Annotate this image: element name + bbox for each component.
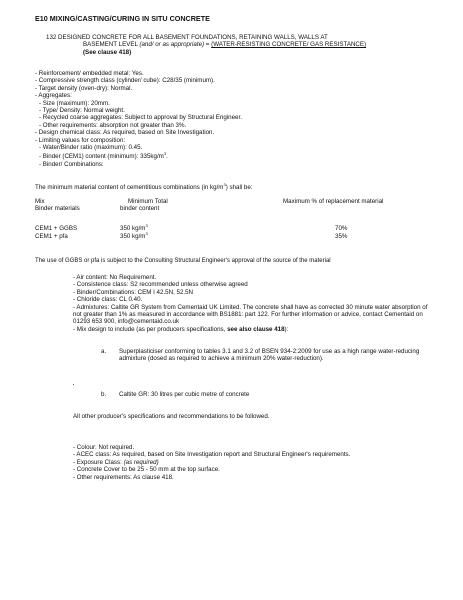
clause-line-2 (46, 41, 366, 48)
clause-line-2-underlined: (WATER-RESISTING CONCRETE/ GAS RESISTANCE) (211, 41, 367, 49)
list-item: - Concrete Cover to be 25 - 50 mm at the top surface. (73, 466, 220, 474)
binder-content-text: - Binder (CEM1) content (minimum): 335kg/m (39, 153, 164, 161)
row-content-sup: 3 (145, 222, 148, 228)
list-item: - Colour: Not required. (73, 444, 135, 451)
list-item: - ACEC class: As required, based on Site Investigation report and Structural Engineer's requirements. (73, 451, 351, 459)
mix-design-bold: see also clause 418 (227, 325, 285, 333)
list-item: - Binder/Combinations: CEM I 42.5N, 52.5N (73, 288, 194, 296)
row-pct: 35% (335, 233, 348, 240)
spec-item: - Type/ Density: Normal weight. (39, 107, 125, 115)
sub-item-b (101, 391, 431, 398)
min-content-sup: 3 (223, 181, 226, 187)
spec-item: - Compressive strength class (cylinder/ cube): C28/35 (minimum). (35, 77, 215, 85)
header-mix: Mix (35, 198, 45, 205)
stray-dot (73, 384, 74, 385)
list-item: - Chloride class: CL 0.40. (73, 296, 143, 304)
spec-item: - Target density (oven-dry): Normal. (35, 84, 133, 92)
sub-item-text: Caltite GR: 30 litres per cubic metre of concrete (119, 391, 250, 398)
spec-item: - Reinforcement/ embedded metal: Yes. (35, 70, 144, 77)
spec-item: - Limiting values for composition: (35, 136, 126, 144)
sub-item-marker: a. (101, 348, 107, 355)
header-binder-materials: Binder materials (35, 205, 80, 212)
clause-line-1: 132 DESIGNED CONCRETE FOR ALL BASEMENT FOUNDATIONS, RETAINING WALLS, WALLS AT (46, 34, 328, 41)
spec-item: - Binder (CEM1) content (minimum): $335kg/m^3$. (39, 151, 168, 161)
section-title: E10 MIXING/CASTING/CURING IN SITU CONCRETE (35, 14, 210, 23)
exposure-italic: (as required) (123, 458, 159, 466)
list-item: - Other requirements: As clause 418. (73, 473, 174, 481)
spec-item: - Water/Binder ratio (maximum): 0.45. (39, 144, 143, 152)
min-content-sentence (35, 181, 253, 191)
row-content-sup: 3 (145, 230, 148, 236)
other-specs: All other producer's specifications and recommendations to be followed. (73, 413, 270, 420)
table-row (35, 222, 435, 233)
row-pct: 70% (335, 225, 348, 232)
mix-design-prefix: - Mix design to include (as per producers specifications, (73, 325, 228, 333)
sub-item-text: Superplasticiser conforming to tables 3.1 and 3.2 of BSEN 934-2:2009 for use as a high range water-reducing admixture (dosed as required to achieve a minimum 20% water-reduction). (119, 348, 420, 363)
secondary-list (73, 274, 428, 333)
spec-item: - Aggregates: (35, 92, 72, 100)
list-item: - Admixtures: Caltite GR System from Cementaid UK Limited. The concrete shall have as corrected 30 minute water absorption of not greater than 1% as measured in accordance with BS1881: part 122. For further information or advice, contact Cementaid on 01293 653 900, info@cementaid.co.uk (73, 303, 428, 326)
mix-design-suffix: ): (284, 325, 289, 333)
clause-line-3: (See clause 418) (83, 48, 132, 56)
list-item (73, 459, 350, 466)
row-content-value: 350 kg/m (120, 225, 146, 232)
spec-item: - Design chemical class: As required, based on Site Investigation. (35, 129, 215, 137)
binder-content-sup: 3 (163, 151, 167, 157)
spec-item: - Other requirements: absorption not greater than 3%. (39, 121, 187, 129)
row-content (120, 230, 148, 240)
list-item (73, 326, 428, 333)
spec-item: - Binder/ Combinations: (39, 160, 104, 168)
header-binder-content: binder content (120, 205, 160, 212)
list-item: - Consistence class: S2 recommended unless otherwise agreed (73, 281, 248, 289)
clause-line-2-prefix: BASEMENT LEVEL (83, 41, 140, 49)
sub-item-a (101, 348, 431, 363)
min-content-suffix: ) shall be: (225, 184, 253, 191)
final-list (73, 444, 350, 481)
table-row (35, 230, 435, 241)
table-header-row-2 (35, 205, 435, 213)
row-mix: CEM1 + pfa (35, 233, 68, 240)
header-min-total: Minimum Total (128, 198, 168, 205)
ggbs-note: The use of GGBS or pfa is subject to the Consulting Structural Engineer's approval of the source of the material (35, 258, 331, 264)
clause-line-2-italic: (and/ or as appropriate) (139, 41, 205, 49)
spec-item: - Size (maximum): 20mm. (39, 99, 110, 107)
min-content-text: The minimum material content of cementitious combinations (in kg/m (35, 184, 224, 191)
row-mix: CEM1 + GGBS (35, 225, 78, 232)
row-content (120, 222, 148, 232)
clause-132-heading (46, 34, 366, 56)
row-content-value: 350 kg/m (120, 233, 146, 240)
list-item: - Air content: No Requirement. (73, 274, 157, 281)
clause-line-2-eq: = (204, 41, 212, 49)
sub-item-marker: b. (101, 391, 107, 398)
spec-list (35, 70, 242, 168)
header-max-replacement: Maximum % of replacement material (283, 198, 384, 205)
spec-item: - Recycled coarse aggregates: Subject to approval by Structural Engineer. (39, 114, 242, 122)
exposure-prefix: - Exposure Class: (73, 458, 124, 466)
